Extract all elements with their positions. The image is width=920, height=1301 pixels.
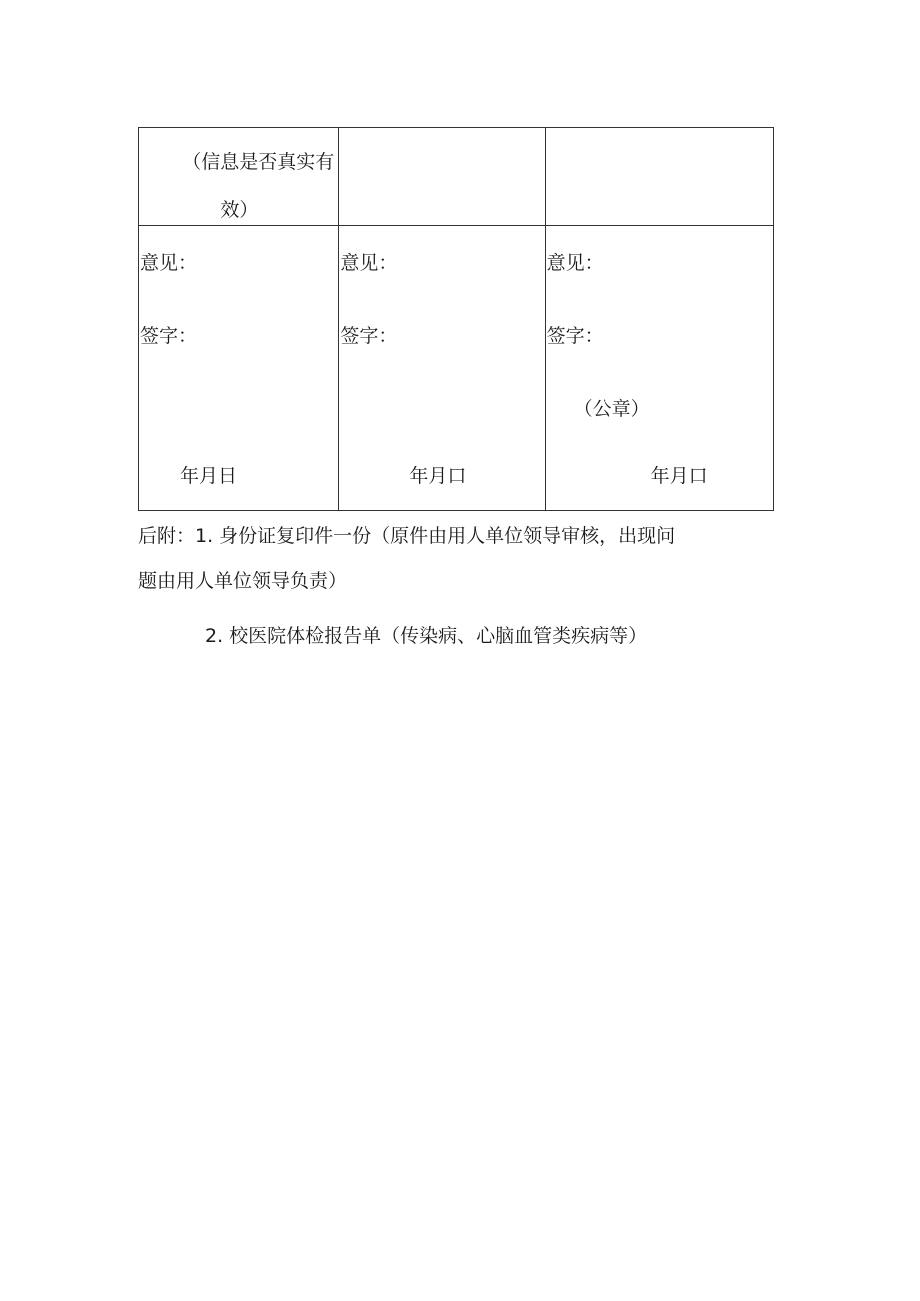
info-note-line2: 效） (220, 199, 259, 221)
info-empty-cell-2 (339, 128, 545, 226)
approval-table (138, 127, 774, 511)
opinion-label: 意见： (546, 252, 604, 274)
info-note-line1: （信息是否真实有 (182, 151, 335, 173)
opinion-cell-1 (139, 226, 339, 511)
date-label: 年月口 (409, 465, 467, 487)
signature-label: 签字： (340, 325, 398, 347)
opinion-cell-2 (339, 226, 545, 511)
info-note-cell (139, 128, 339, 226)
attachment-line-1: 后附：1. 身份证复印件一份（原件由用人单位领导审核，出现问 (138, 525, 676, 547)
info-authenticity-note (144, 138, 334, 234)
table-row-opinion (139, 226, 774, 511)
date-label: 年月口 (650, 465, 708, 487)
attachment-line-2: 题由用人单位领导负责） (138, 570, 348, 592)
info-empty-cell-3 (545, 128, 773, 226)
official-seal-label: （公章） (573, 398, 650, 420)
signature-label: 签字： (140, 325, 198, 347)
attachment-line-3: 2. 校医院体检报告单（传染病、心脑血管类疾病等） (205, 625, 648, 647)
opinion-label: 意见： (340, 252, 398, 274)
opinion-label: 意见： (140, 252, 198, 274)
signature-label: 签字： (546, 325, 604, 347)
opinion-cell-3 (545, 226, 773, 511)
date-label: 年月日 (180, 465, 238, 487)
table-row-info (139, 128, 774, 226)
